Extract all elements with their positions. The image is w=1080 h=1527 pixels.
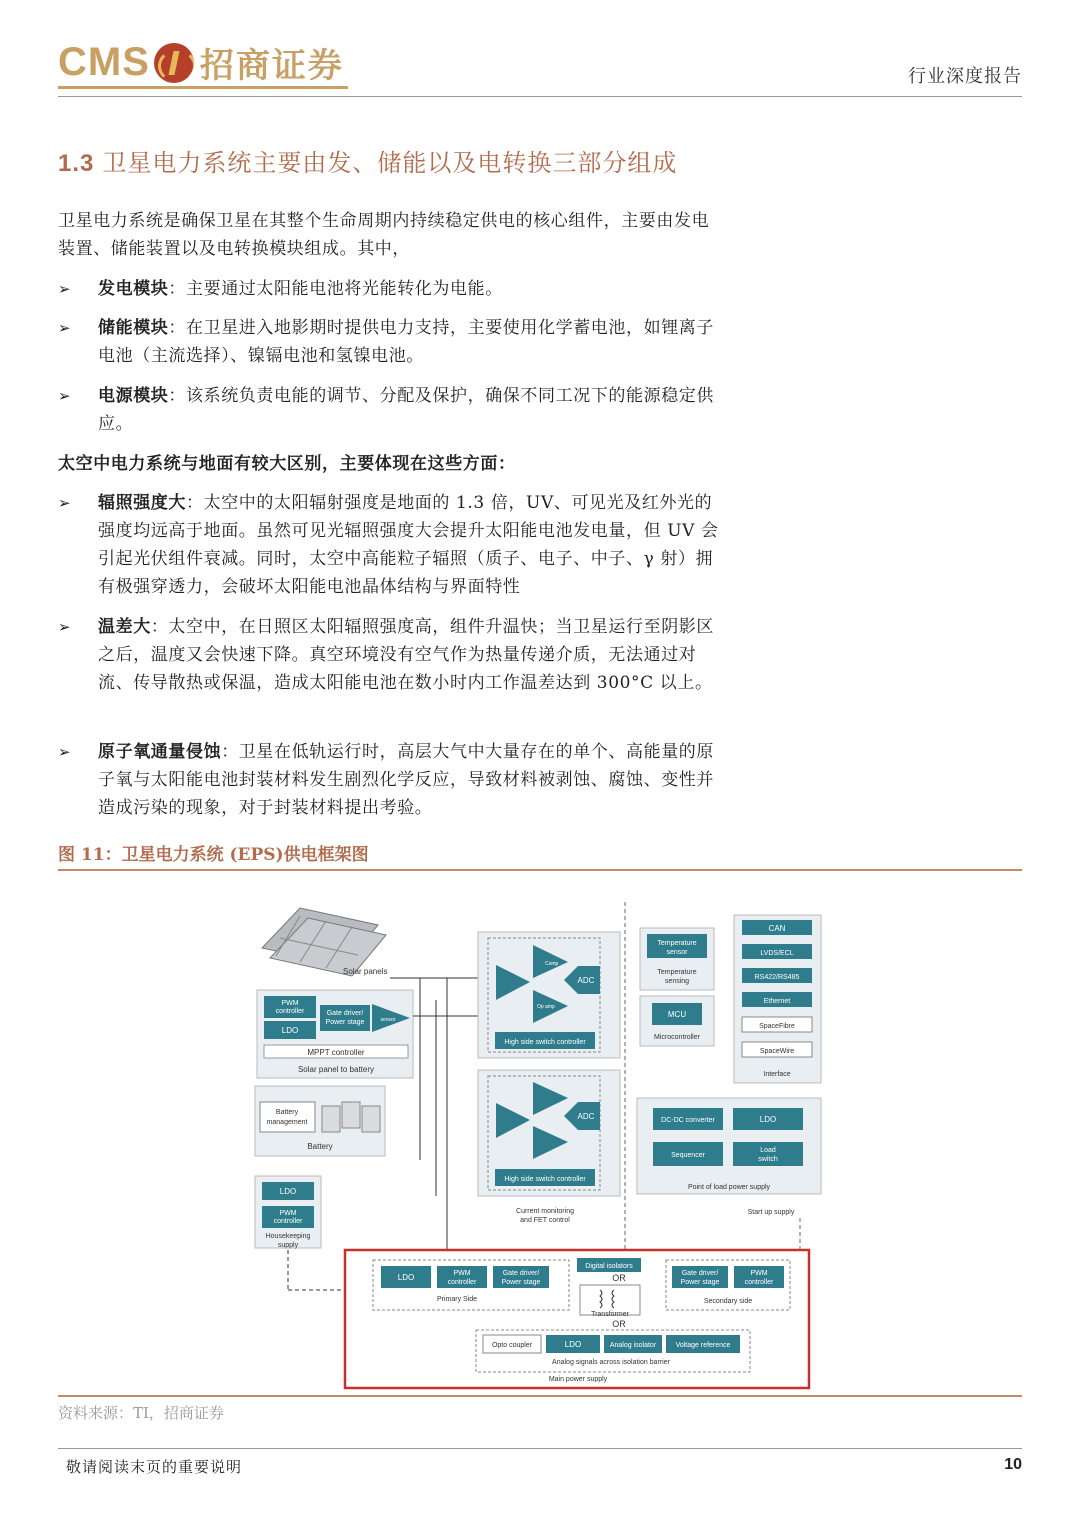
battery-cells-icon <box>322 1102 380 1132</box>
arrow-bullet-icon: ➢ <box>58 743 72 761</box>
label-ldo: LDO <box>564 1340 582 1349</box>
label-start-up-supply: Start up supply <box>747 1209 795 1216</box>
label-comp: Comp <box>545 961 559 967</box>
arrow-bullet-icon: ➢ <box>58 494 72 512</box>
bullet-text: ：该系统负责电能的调节、分配及保护，确保不同工况下的能源稳定供应。 <box>98 386 715 434</box>
svg-text:controller: controller <box>275 1008 305 1015</box>
arrow-bullet-icon: ➢ <box>58 387 72 405</box>
svg-text:sensor: sensor <box>666 949 688 956</box>
svg-text:PWM: PWM <box>281 1000 299 1007</box>
report-type: 行业深度报告 <box>908 66 1022 87</box>
list-item <box>58 738 723 822</box>
arrow-bullet-icon: ➢ <box>58 319 72 337</box>
svg-text:Power stage: Power stage <box>501 1279 541 1286</box>
logo-underline <box>58 86 348 89</box>
section-number: 1.3 <box>58 150 95 177</box>
label-solar-panel-to-battery: Solar panel to battery <box>297 1065 375 1074</box>
label-op-amp: Op amp <box>537 1004 555 1010</box>
arrow-bullet-icon: ➢ <box>58 618 72 636</box>
bullet-lead: 电源模块 <box>98 386 169 406</box>
label-can: CAN <box>768 924 786 933</box>
svg-text:PWM: PWM <box>453 1270 471 1277</box>
svg-text:controller: controller <box>447 1279 477 1286</box>
bullet-lead: 储能模块 <box>98 318 169 338</box>
label-ldo: LDO <box>281 1026 299 1035</box>
label-opto-coupler: Opto coupler <box>491 1342 533 1349</box>
svg-text:PWM: PWM <box>750 1270 768 1277</box>
logo-emblem-icon <box>154 43 194 83</box>
label-sequencer: Sequencer <box>671 1152 705 1159</box>
label-battery: Battery <box>307 1142 333 1151</box>
header-divider <box>58 96 1022 97</box>
svg-text:supply: supply <box>277 1242 299 1249</box>
footer-disclaimer: 敬请阅读末页的重要说明 <box>66 1458 243 1476</box>
bullet-text: ：太空中的太阳辐射强度是地面的 1.3 倍，UV、可见光及红外光的强度均远高于地面。虽然可见光辐照强度大会提升太阳能电池发电量，但 UV 会引起光伏组件衰减。同时，太空中高能粒子辐照（质子、电子、中子、γ 射）拥有极强穿透力，会破坏太阳能电池晶体结构与界面特性 <box>98 493 719 597</box>
bullet-text: ：卫星在低轨运行时，高层大气中大量存在的单个、高能量的原子氧与太阳能电池封装材料发生剧烈化学反应，导致材料被剥蚀、腐蚀、变性并造成污染的现象，对于封装材料提出考验。 <box>98 742 715 818</box>
bullet-lead: 辐照强度大 <box>98 493 186 513</box>
gate-driver-box <box>320 1005 370 1031</box>
label-ldo: LDO <box>759 1115 777 1124</box>
bullet-lead: 温差大 <box>98 617 151 637</box>
label-ldo: LDO <box>397 1273 415 1282</box>
label-spacewire: SpaceWire <box>759 1048 795 1055</box>
label-mcu: MCU <box>667 1010 687 1019</box>
solar-panels-icon <box>262 908 386 976</box>
svg-text:Gate driver/: Gate driver/ <box>681 1270 719 1277</box>
intro-paragraph: 卫星电力系统是确保卫星在其整个生命周期内持续稳定供电的核心组件，主要由发电装置、储能装置以及电转换模块组成。其中， <box>58 211 710 259</box>
list-item <box>58 382 723 438</box>
label-rs422: RS422/RS485 <box>754 974 800 981</box>
bullet-text: ：太空中，在日照区太阳辐照强度高，组件升温快；当卫星运行至阴影区之后，温度又会快速下降。真空环境没有空气作为热量传递介质，无法通过对流、传导散热或保温，造成太阳能电池在数小时内工作温差达到 300°C 以上。 <box>98 617 715 693</box>
logo-chinese: 招商证券 <box>199 46 344 86</box>
svg-text:Temperature: Temperature <box>657 969 697 976</box>
label-hs-switch: High side switch controller <box>504 1176 586 1183</box>
section-heading <box>58 143 677 178</box>
list-item <box>58 314 723 370</box>
list-item <box>58 275 723 303</box>
label-hs-switch: High side switch controller <box>504 1039 586 1046</box>
label-lvds: LVDS/ECL <box>760 950 794 957</box>
bullet-lead: 原子氧通量侵蚀 <box>98 742 222 762</box>
label-or: OR <box>612 1319 626 1329</box>
source-divider <box>58 1395 1022 1397</box>
svg-text:sensor: sensor <box>380 1017 396 1023</box>
section-title: 卫星电力系统主要由发、储能以及电转换三部分组成 <box>102 149 678 177</box>
svg-text:Gate driver/: Gate driver/ <box>326 1010 364 1017</box>
svg-text:Housekeeping: Housekeeping <box>265 1233 311 1240</box>
label-main-power-supply: Main power supply <box>548 1376 608 1383</box>
label-point-of-load: Point of load power supply <box>687 1184 771 1191</box>
page-number: 10 <box>1004 1456 1022 1473</box>
svg-text:and FET control: and FET control <box>520 1217 570 1224</box>
label-secondary-side: Secondary side <box>703 1298 753 1305</box>
svg-text:switch: switch <box>758 1156 778 1163</box>
svg-text:controller: controller <box>273 1218 303 1225</box>
label-voltage-reference: Voltage reference <box>675 1342 731 1349</box>
label-analog-signals: Analog signals across isolation barrier <box>552 1359 670 1366</box>
svg-text:Battery: Battery <box>275 1109 299 1116</box>
list-item <box>58 613 723 697</box>
svg-text:Temperature: Temperature <box>657 940 697 947</box>
label-adc: ADC <box>577 1112 595 1121</box>
label-analog-isolator: Analog isolator <box>609 1342 657 1349</box>
label-spacefibre: SpaceFibre <box>759 1023 795 1030</box>
svg-text:management: management <box>266 1119 308 1126</box>
label-mppt-controller: MPPT controller <box>307 1048 365 1057</box>
bullet-lead: 发电模块 <box>98 279 169 299</box>
label-microcontroller: Microcontroller <box>654 1034 700 1041</box>
svg-text:PWM: PWM <box>279 1210 297 1217</box>
svg-text:sensing: sensing <box>664 978 690 985</box>
list-item <box>58 489 723 601</box>
label-dcdc: DC-DC converter <box>661 1117 715 1124</box>
label-transformer: Transformer <box>591 1311 629 1318</box>
source-note: 资料来源：TI，招商证券 <box>58 1404 224 1422</box>
svg-text:Gate driver/: Gate driver/ <box>502 1270 540 1277</box>
label-ldo: LDO <box>279 1187 297 1196</box>
bullet-text: ：主要通过太阳能电池将光能转化为电能。 <box>168 279 503 299</box>
svg-text:Power stage: Power stage <box>325 1019 365 1026</box>
diff-intro: 太空中电力系统与地面有较大区别，主要体现在这些方面： <box>58 454 516 474</box>
battery-management-box <box>260 1102 315 1132</box>
arrow-bullet-icon: ➢ <box>58 280 72 298</box>
svg-text:Power stage: Power stage <box>680 1279 720 1286</box>
label-digital-isolators: Digital isolators <box>585 1263 633 1270</box>
label-solar-panels: Solar panels <box>343 967 388 976</box>
eps-block-diagram <box>58 872 1022 1392</box>
label-interface: Interface <box>763 1071 791 1078</box>
brand-logo <box>58 38 344 87</box>
svg-text:Current monitoring: Current monitoring <box>516 1208 574 1215</box>
footer-divider <box>58 1448 1022 1449</box>
figure-caption: 图 11：卫星电力系统 (EPS)供电框架图 <box>58 845 369 865</box>
diagram-svg <box>58 872 1022 1392</box>
label-primary-side: Primary Side <box>436 1296 478 1303</box>
caption-divider <box>58 869 1022 871</box>
svg-text:controller: controller <box>744 1279 774 1286</box>
label-adc: ADC <box>577 976 595 985</box>
bullet-text: ：在卫星进入地影期时提供电力支持，主要使用化学蓄电池，如锂离子电池（主流选择）、镍镉电池和氢镍电池。 <box>98 318 715 366</box>
logo-latin: CMS <box>58 40 150 84</box>
label-or: OR <box>612 1273 626 1283</box>
svg-text:Load: Load <box>760 1147 776 1154</box>
label-ethernet: Ethernet <box>763 998 791 1005</box>
